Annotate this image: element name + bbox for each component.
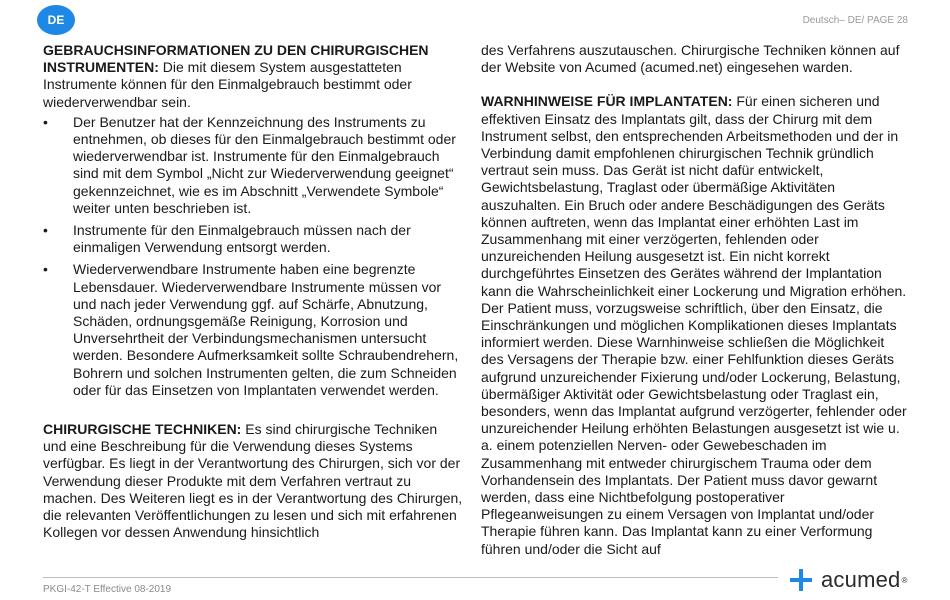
section-body-instruments: Die mit diesem System ausgestatteten Instrumente können für den Einmalgebrauch bestimmt oder wiederverwendbar sein. <box>43 59 412 110</box>
right-column <box>481 42 909 558</box>
instrument-bullet-list <box>43 114 463 399</box>
logo-text: acumed <box>821 567 901 592</box>
section-body-techniques: Es sind chirurgische Techniken und eine Beschreibung für die Verwendung dieses Systems verfügbar. Es liegt in der Verantwortung des Chirurgen, sich vor der Verwendung dieser Produkte mit dem Verfahren vertraut zu machen. Des Weiteren liegt es in der Verantwortung des Chirurgen, die relevanten Veröffentlichungen zu lesen und sich mit erfahrenen Kollegen vor dessen Anwendung hinsichtlich <box>43 421 463 541</box>
section-heading-instruments: GEBRAUCHSINFORMATIONEN ZU DEN CHIRURGISCHEN INSTRUMENTEN: <box>43 42 429 76</box>
list-item <box>43 261 463 399</box>
bullet-icon: • <box>43 261 48 278</box>
spacer <box>43 404 463 421</box>
techniques-continuation: des Verfahrens auszutauschen. Chirurgische Techniken können auf der Website von Acumed (acumed.net) eingesehen warden. <box>481 42 900 76</box>
plus-icon <box>790 569 812 591</box>
footer-divider <box>43 577 778 578</box>
section-instruments <box>43 42 463 111</box>
list-item <box>43 114 463 217</box>
page-label: Deutsch– DE/ PAGE 28 <box>802 15 908 26</box>
acumed-logo <box>790 566 907 594</box>
bullet-icon: • <box>43 113 48 130</box>
section-heading-techniques: CHIRURGISCHE TECHNIKEN: <box>43 421 242 438</box>
registered-mark: ® <box>901 575 908 585</box>
list-item <box>43 222 463 256</box>
spacer <box>481 76 909 93</box>
list-item-text: Der Benutzer hat der Kennzeichnung des Instruments zu entnehmen, ob dieses für den Einmalgebrauch bestimmt oder wiederverwendbar ist. Instrumente für den Einmalgebrauch sind mit dem Symbol „Nicht zur Wiederverwendung geeignet“ gekennzeichnet, wie es im Abschnitt „Verwendete Symbole“ weiter unten beschrieben ist. <box>73 113 456 216</box>
list-item-text: Instrumente für den Einmalgebrauch müssen nach der einmaligen Verwendung entsorgt werden. <box>73 222 411 256</box>
language-badge: DE <box>37 5 75 35</box>
section-implant-warnings <box>481 93 909 557</box>
document-code: PKGI-42-T Effective 08-2019 <box>43 584 172 595</box>
section-body-implant-warnings: Für einen sicheren und effektiven Einsatz des Implantats gilt, dass der Chirurg mit dem Instrument selbst, den entsprechenden Arbeitsmethoden und der in Verbindung damit empfohlenen chirurgischen Technik gründlich vertraut sein muss. Das Gerät ist nicht dafür entwickelt, Gewichtsbelastung, Traglast oder übermäßige Aktivitäten auszuhalten. Ein Bruch oder andere Beschädigungen des Geräts können auftreten, wenn das Implantat einer erhöhten Last im Zusammenhang mit einer verzögerten, fehlenden oder unzureichenden Heilung ausgesetzt ist. Ein nicht korrekt durchgeführtes Einsetzen des Gerätes während der Implantation kann die Wahrscheinlichkeit einer Lockerung und Migration erhöhen. Der Patient muss, vorzugsweise schriftlich, über den Einsatz, die Einschränkungen und möglichen Komplikationen dieses Implantats informiert werden. Diese Warnhinweise schließen die Möglichkeit des Versagens der Therapie bzw. einer Fehlfunktion dieses Geräts aufgrund unzureichender Fixierung und/oder Lockerung, Belastung, übermäßiger Aktivität oder Gewichtsbelastung oder Traglast ein, besonders, wenn das Implantat aufgrund verzögerter, fehlender oder unzureichender Heilung erhöhten Belastungen ausgesetzt ist wie u. a. einem potenziellen Nerven- oder Gewebeschaden im Zusammenhang mit entweder chirurgischem Trauma oder dem Vorhandensein des Implantats. Der Patient muss davor gewarnt werden, dass eine Nichtbefolgung postoperativer Pflegeanweisungen zu einem Versagen von Implantat und/oder Therapie führen kann. Das Implantat kann zu einer Verformung führen und/oder die Sicht auf <box>481 93 907 557</box>
left-column <box>43 42 463 541</box>
section-heading-implant-warnings: WARNHINWEISE FÜR IMPLANTATEN: <box>481 93 733 110</box>
section-techniques <box>43 421 463 541</box>
list-item-text: Wiederverwendbare Instrumente haben eine begrenzte Lebensdauer. Wiederverwendbare Instrumente müssen vor und nach jeder Verwendung ggf. auf Schärfe, Abnutzung, Schäden, ordnungsgemäße Reinigung, Korrosion und Unversehrtheit der Verbindungsmechanismen untersucht werden. Besondere Aufmerksamkeit sollte Schraubendrehern, Bohrern und solchen Instrumenten gelten, die zum Schneiden oder für das Einsetzen von Implantaten verwendet werden. <box>73 261 459 398</box>
bullet-icon: • <box>43 222 48 239</box>
